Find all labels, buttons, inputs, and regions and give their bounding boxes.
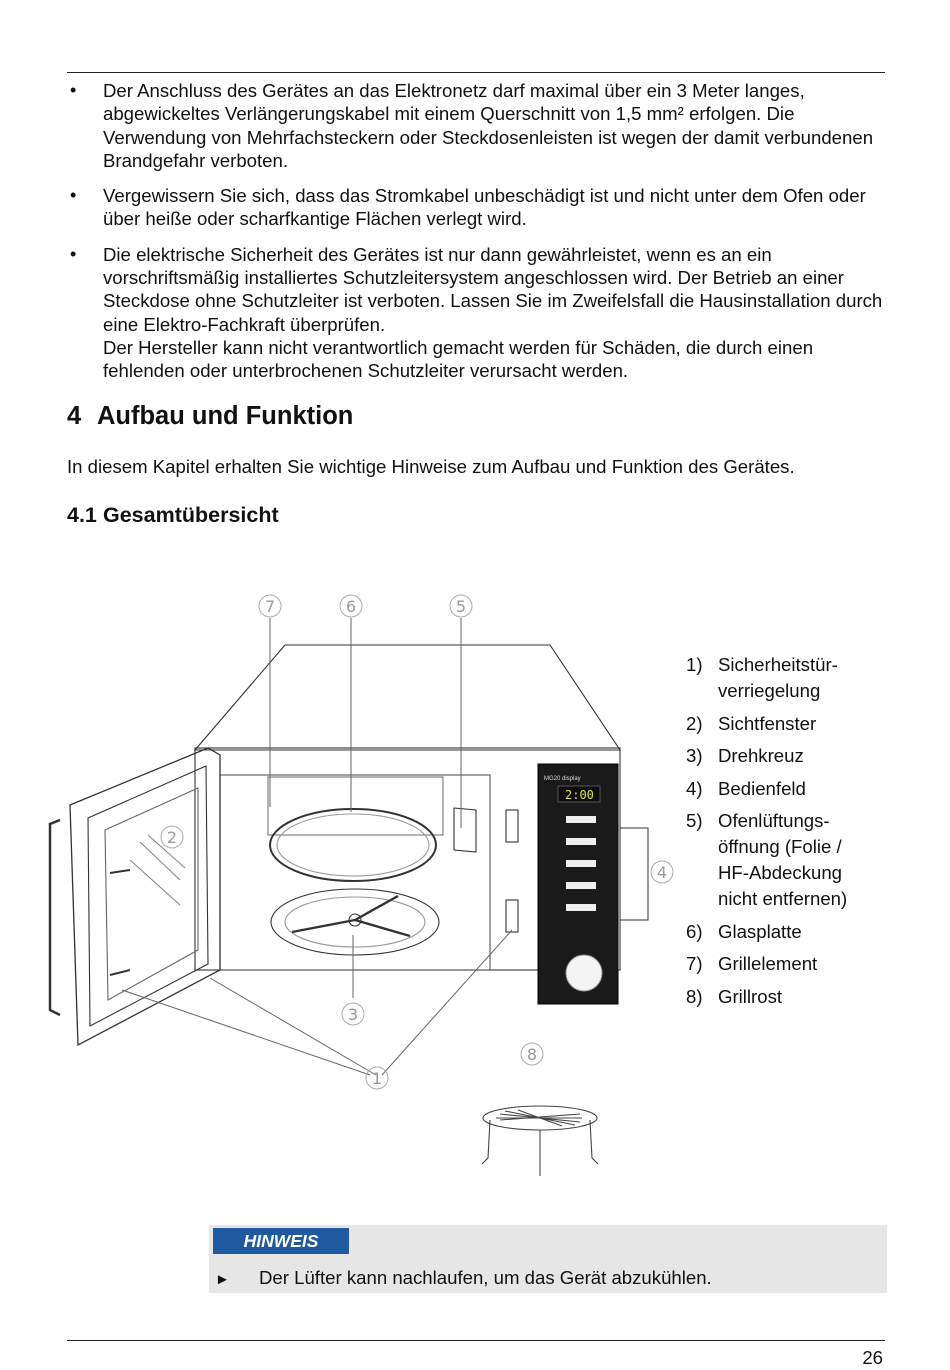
bullet-dot: • <box>70 80 77 100</box>
callout-6: 6 <box>345 597 357 616</box>
door-handle <box>50 820 60 1015</box>
door-latch-hooks <box>110 870 130 975</box>
section-intro: In diesem Kapitel erhalten Sie wichtige Hinweise zum Aufbau und Funktion des Gerätes. <box>67 456 795 477</box>
vent-cover <box>454 808 476 852</box>
safety-bullet-list <box>67 79 887 395</box>
legend-item <box>686 776 886 802</box>
legend-number: 6) <box>686 920 703 942</box>
legend-number: 7) <box>686 953 703 974</box>
turntable-ring <box>271 889 439 955</box>
legend-number: 4) <box>686 777 703 799</box>
microwave-overview-figure <box>30 580 680 1200</box>
legend-item <box>686 652 886 704</box>
control-panel-callout-box <box>620 828 648 920</box>
subsection-number: 4.1 <box>67 503 97 527</box>
bullet-dot: • <box>70 243 77 264</box>
cavity <box>220 775 490 970</box>
door-lock-upper <box>506 810 518 842</box>
callout-2: 2 <box>166 828 178 847</box>
section-number: 4 <box>67 402 82 430</box>
page-number: 26 <box>862 1347 883 1368</box>
bullet-text: Vergewissern Sie sich, dass das Stromkabel unbeschädigt ist und nicht unter dem Ofen oder über heiße oder scharfkantige Flächen verlegt wird. <box>103 185 866 230</box>
bullet-text-extra: Der Hersteller kann nicht verantwortlich gemacht werden für Schäden, die durch einen fehlenden oder unterbrochenen Schutzleiter verursacht werden. <box>103 336 814 382</box>
parts-legend <box>686 652 886 1016</box>
callout-8: 8 <box>526 1045 538 1064</box>
note-label: HINWEIS <box>213 1228 349 1254</box>
callout-1: 1 <box>371 1069 383 1088</box>
grill-rack <box>482 1106 598 1176</box>
note-box <box>209 1225 887 1293</box>
glass-plate <box>270 809 436 881</box>
bullet-item <box>67 243 887 383</box>
bullet-item <box>67 79 887 172</box>
panel-brand: MG20 display <box>544 776 581 782</box>
subsection-heading <box>67 503 279 528</box>
section-title: Aufbau und Funktion <box>97 402 354 430</box>
control-knob <box>566 955 602 991</box>
note-text: Der Lüfter kann nachlaufen, um das Gerät abzukühlen. <box>259 1267 712 1288</box>
bullet-dot: • <box>70 185 77 206</box>
legend-number: 2) <box>686 712 703 734</box>
legend-number: 5) <box>686 810 703 831</box>
panel-display-time: 2:00 <box>565 788 594 802</box>
bullet-item <box>67 184 887 231</box>
section-heading <box>67 402 353 431</box>
bullet-text: Die elektrische Sicherheit des Gerätes ist nur dann gewährleistet, wenn es an ein vorschriftsmäßig installiertes Schutzleitersystem angeschlossen wird. Der Betrieb an einer Steckdose ohne Schutzleiter ist verboten. Lassen Sie im Zweifelsfall die Hausinstallation durch eine Elektro-Fachkraft überprüfen. <box>103 243 883 335</box>
top-rule <box>67 72 885 73</box>
turntable-ring-inner <box>285 897 425 947</box>
legend-text: Grillelement <box>718 953 818 974</box>
legend-item <box>686 984 886 1010</box>
arrow-right-icon: ► <box>215 1271 230 1288</box>
cabinet-top <box>195 645 620 750</box>
legend-item <box>686 743 886 769</box>
callout-7: 7 <box>264 597 276 616</box>
door-window <box>105 788 198 1000</box>
legend-text: Sicherheitstür- verriegelung <box>718 654 838 701</box>
subsection-title: Gesamtübersicht <box>103 503 279 527</box>
legend-text: Drehkreuz <box>718 745 804 766</box>
callout-3: 3 <box>347 1005 359 1024</box>
legend-item <box>686 808 886 912</box>
legend-item <box>686 951 886 977</box>
door-lock-lower <box>506 900 518 932</box>
bottom-rule <box>67 1340 885 1341</box>
legend-text: Grillrost <box>718 985 783 1007</box>
callout-4: 4 <box>656 863 668 882</box>
legend-text: Ofenlüftungs- öffnung (Folie / HF-Abdeckung nicht entfernen) <box>718 810 848 909</box>
legend-number: 1) <box>686 654 703 675</box>
cavity-back-wall <box>268 777 443 835</box>
legend-item <box>686 919 886 945</box>
legend-number: 3) <box>686 745 703 766</box>
legend-number: 8) <box>686 985 703 1007</box>
legend-text: Bedienfeld <box>718 777 806 799</box>
legend-text: Glasplatte <box>718 920 802 942</box>
bullet-text: Der Anschluss des Gerätes an das Elektronetz darf maximal über ein 3 Meter langes, abgewickeltes Verlängerungskabel mit einem Querschnitt von 1,5 mm² erfolgen. Die Verwendung von Mehrfachsteckern oder Steckdosenleisten ist wegen der damit verbundenen Brandgefahr verboten. <box>103 80 874 171</box>
note-row <box>215 1267 712 1289</box>
legend-text: Sichtfenster <box>718 712 817 734</box>
callout-5: 5 <box>455 597 467 616</box>
legend-item <box>686 711 886 737</box>
glass-plate-inner <box>277 814 429 876</box>
